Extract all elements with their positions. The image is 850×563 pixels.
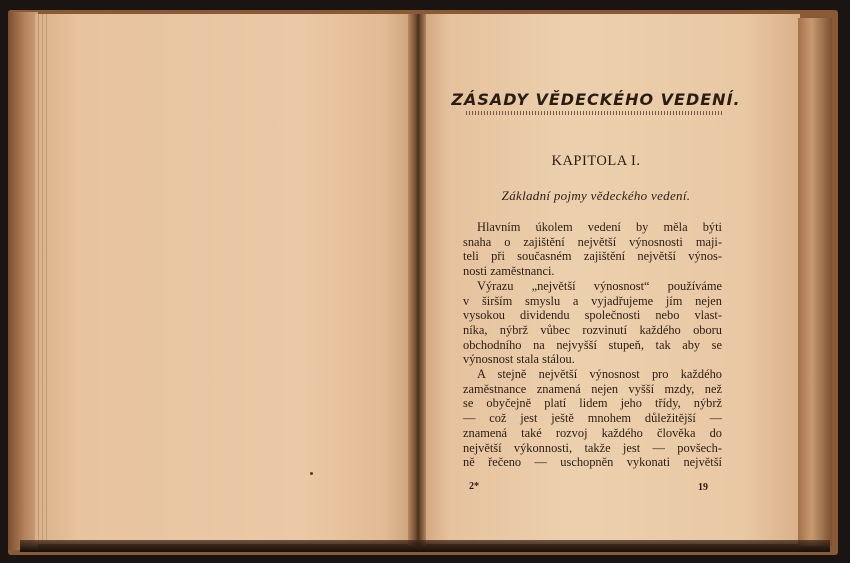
paper-speck	[310, 472, 313, 475]
signature-mark: 2*	[469, 481, 479, 492]
text-line: — což jest ještě mnohem důležitější —	[463, 411, 722, 426]
text-line: Hlavním úkolem vedení by měla býti	[477, 220, 722, 234]
paragraph	[463, 220, 722, 279]
text-line: Výrazu „největší výnosnost“ používáme	[477, 278, 722, 293]
text-line: nosti zaměstnanci.	[463, 264, 555, 279]
head-rule	[466, 111, 724, 115]
text-line: se obyčejně platí lidem jeho třídy, nýbrž	[463, 396, 722, 411]
right-page-edges	[798, 18, 832, 546]
paragraph	[463, 279, 722, 367]
text-line: níka, nýbrž vůbec rozvinutí každého oboru	[463, 322, 722, 337]
text-line: ně řečeno — uschopněn vykonati největší	[463, 455, 722, 470]
page-number: 19	[698, 482, 708, 493]
text-line: zaměstnance znamená nejen vyšší mzdy, než	[463, 381, 722, 396]
text-line: vysokou dividendu společnosti nebo vlast-	[463, 308, 722, 323]
paragraph	[463, 367, 722, 470]
text-line: obchodního na nejvyšší stupeň, tak aby se	[463, 337, 722, 352]
chapter-heading: KAPITOLA I.	[551, 153, 641, 169]
bottom-shadow	[20, 540, 830, 552]
chapter-subtitle: Základní pojmy vědeckého vedení.	[501, 188, 691, 203]
text-line: znamená také rozvoj každého člověka do	[463, 425, 722, 440]
text-line: A stejně největší výnosnost pro každého	[477, 367, 722, 382]
left-page	[34, 14, 414, 544]
text-line: teli při současném zajištění největší výnos-	[463, 249, 722, 264]
text-line: největší výkonnosti, takže jest — povšech-	[463, 440, 722, 455]
text-line: v širším smyslu a vyjadřujeme jím nejen	[463, 293, 722, 308]
book-gutter	[408, 14, 426, 546]
text-line: výnosnost stala stálou.	[463, 352, 575, 367]
running-head: ZÁSADY VĚDECKÉHO VEDENÍ.	[451, 90, 741, 109]
body-text	[463, 220, 722, 470]
left-page-edges	[34, 14, 50, 544]
text-line: snaha o zajištění největší výnosnosti maji-	[463, 234, 722, 249]
